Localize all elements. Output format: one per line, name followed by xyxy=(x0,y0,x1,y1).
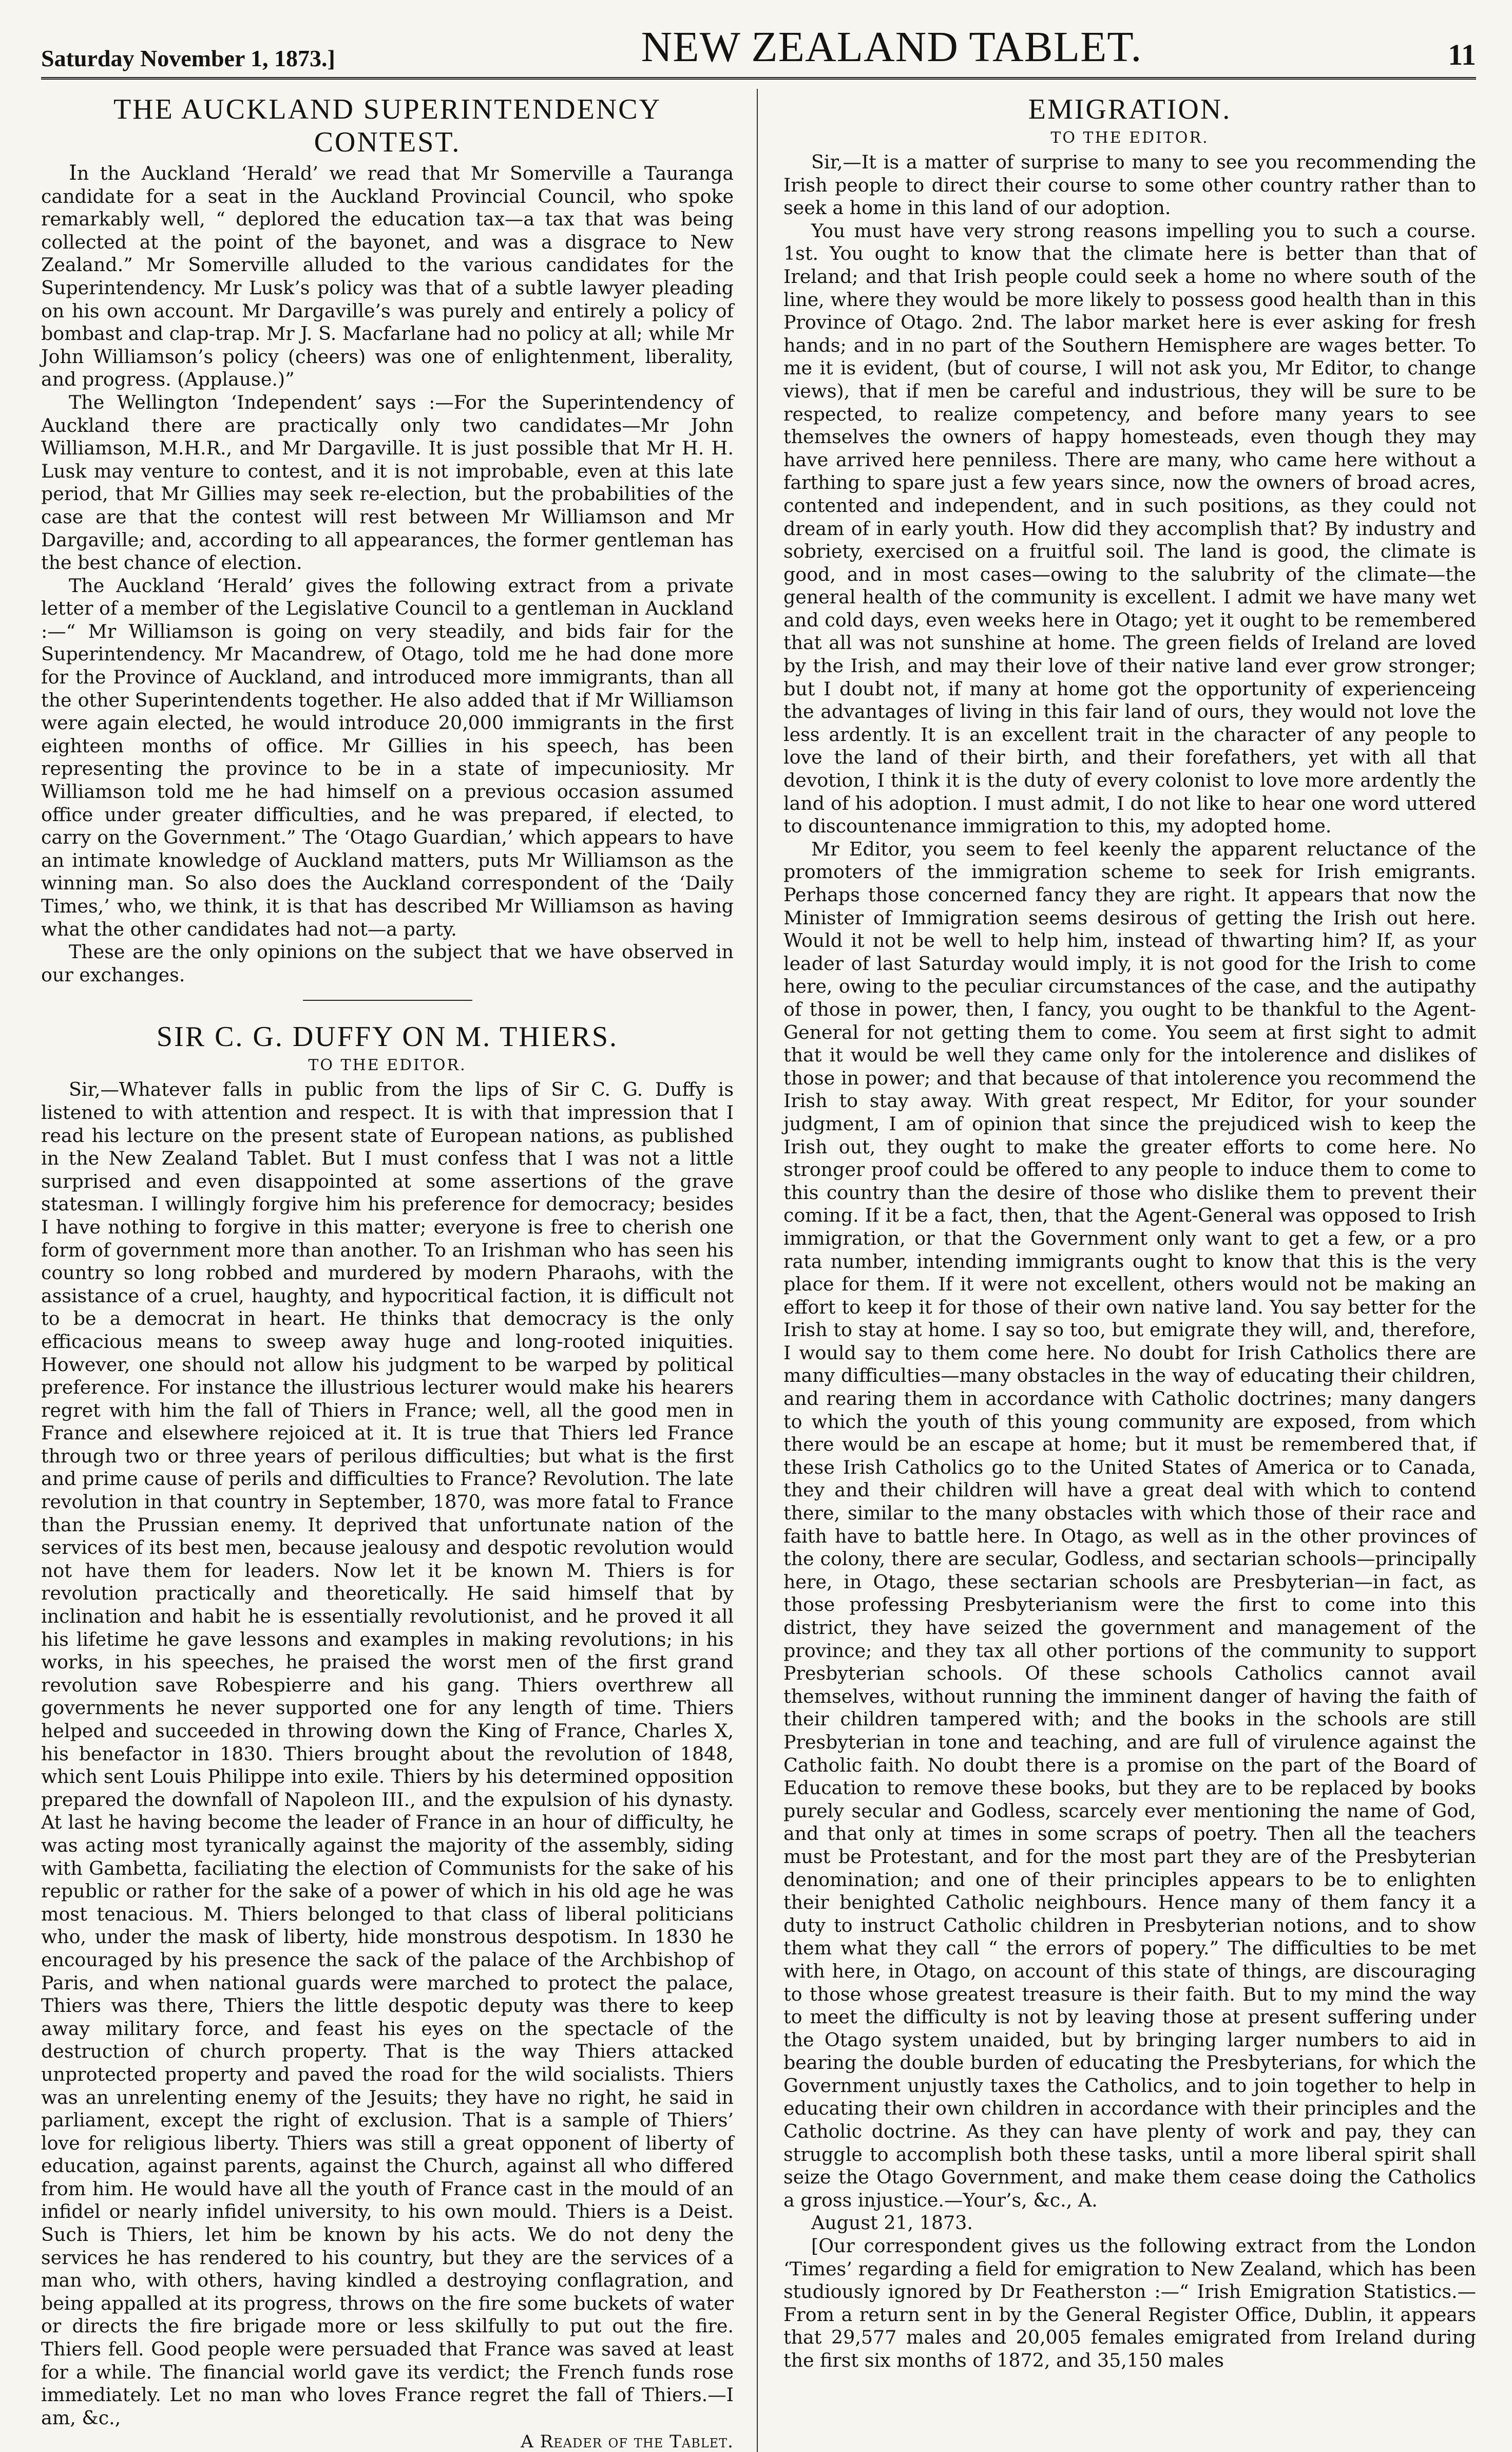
article-title: THE AUCKLAND SUPERINTENDENCY CONTEST. xyxy=(113,93,662,158)
article-paragraph: These are the only opinions on the subject that we have observed in our exchanges. xyxy=(41,941,734,986)
article-dateline: August 21, 1873. xyxy=(811,2212,973,2234)
right-column xyxy=(783,89,1476,2452)
newspaper-title: NEW ZEALAND TABLET. xyxy=(641,23,1142,71)
article-paragraph: [Our correspondent gives us the following extract from the London ‘Times’ regarding a field for emigration to New Zealand, which has been studiously ignored by Dr Featherston :—“ Irish Emigration Statistics.—From a return sent in by the General Register Office, Dublin, it appears that 29,577 males and 20,005 females emigrated from Ireland during the first six months of 1872, and 35,150 males xyxy=(783,2235,1476,2371)
article-paragraph: In the Auckland ‘Herald’ we read that Mr Somerville a Tauranga candidate for a seat in the Auckland Provincial Council, who spoke remarkably well, “ deplored the education tax—a tax that was being collected at the point of the bayonet, and was a disgrace to New Zealand.” Mr Somerville alluded to the various candidates for the Superintendency. Mr Lusk’s policy was that of a subtle lawyer pleading on his own account. Mr Dargaville’s was purely and entirely a policy of bombast and clap-trap. Mr J. S. Macfarlane had no policy at all; while Mr John Williamson’s policy (cheers) was one of enlightenment, liberality, and progress. (Applause.)” xyxy=(41,161,734,391)
page-number: 11 xyxy=(1448,38,1476,71)
left-column xyxy=(41,89,758,2452)
article-signature: A Reader of the Tablet. xyxy=(521,2431,734,2452)
section-divider xyxy=(303,1000,472,1001)
article-paragraph: Mr Editor, you seem to feel keenly the apparent reluctance of the promoters of the immigration scheme to seek for Irish emigrants. Perhaps those concerned fancy they are right. It appears that now the Minister of Immigration seems desirous of getting the Irish out here. Would it not be well to help him, instead of thwarting him? If, as your leader of last Saturday would imply, it is not good for the Irish to come here, owing to the peculiar circumstances of the case, and the autipathy of those in power, then, I fancy, you ought to be thankful to the Agent-General for not getting them to come. You seem at first sight to admit that it would be well they came only for the intolerence and dislikes of those in power; and that because of that intolerence you recommend the Irish to stay away. With great respect, Mr Editor, for your sounder judgment, I am of opinion that since the prejudiced wish to keep the Irish out, they ought to make the greater efforts to come here. No stronger proof could be offered to any people to induce them to come to this country than the desire of those who dislike them to prevent their coming. If it be a fact, then, that the Agent-General was opposed to Irish immigration, or that the Government only want to get a few, or a pro rata number, intending immigrants ought to know that this is the very place for them. If it were not excellent, others would not be making an effort to keep it for those of their own native land. You say better for the Irish to stay at home. I say so too, but emigrate they will, and, therefore, I would say to them come here. No doubt for Irish Catholics there are many difficulties—many obstacles in the way of educating their children, and rearing them in accordance with Catholic doctrines; many dangers to which the youth of this young community are exposed, from which there would be an escape at home; but it must be remembered that, if these Irish Catholics go to the United States of America or to Canada, they and their children will have a great deal with which to contend there, similar to the many obstacles with which those of their race and faith have to battle here. In Otago, as well as in the other provinces of the colony, there are secular, Godless, and sectarian schools—principally here, in Otago, these sectarian schools are Presbyterian—in fact, as those professing Presbyterianism were the first to come into this district, they have seized the government and management of the province; and they tax all other portions of the community to support Presbyterian schools. Of these schools Catholics cannot avail themselves, without running the imminent danger of having the faith of their children tampered with; and the books in the schools are still Presbyterian in tone and teaching, and are full of virulence against the Catholic faith. No doubt there is a promise on the part of the Board of Education to remove these books, but they are to be replaced by books purely secular and Godless, scarcely ever mentioning the name of God, and that only at times in some scraps of poetry. Then all the teachers must be Protestant, and for the most part they are of the Presbyterian denomination; and one of their principles appears to be to enlighten their benighted Catholic neighbours. Hence many of them fancy it a duty to instruct Catholic children in Presbyterian notions, and to show them what they call “ the errors of popery.” The difficulties to be met with here, in Otago, on account of this state of things, are discouraging to those whose greatest treasure is their faith. But to my mind the way to meet the difficulty is not by leaving those at present suffering under the Otago system unaided, but by bringing larger numbers to aid in bearing the double burden of educating the Presbyterians, for which the Government unjustly taxes the Catholics, and to join together to help in educating their own children in accordance with their principles and the Catholic doctrine. As they can have plenty of work and pay, they can struggle to accomplish both these tasks, until a more liberal spirit shall seize the Otago Government, and make them cease doing the Catholics a gross injustice.—Your’s, &c., A. xyxy=(783,838,1476,2211)
article-paragraph: The Auckland ‘Herald’ gives the following extract from a private letter of a member of the Legislative Council to a gentleman in Auckland :—“ Mr Williamson is going on very steadily, and bids fair for the Superintendency. Mr Macandrew, of Otago, told me he had done more for the Province of Auckland, and introduced more immigrants, than all the other Superintendents together. He also added that if Mr Williamson were again elected, he would introduce 20,000 immigrants in the first eighteen months of office. Mr Gillies in his speech, has been representing the province to be in a state of impecuniosity. Mr Williamson told me he had himself on a previous occasion assumed office under greater difficulties, and he was prepared, if elected, to carry on the Government.” The ‘Otago Guardian,’ which appears to have an intimate knowledge of Auckland matters, puts Mr Williamson as the winning man. So also does the Auckland correspondent of the ‘Daily Times,’ who, we think, it is that has described Mr Williamson as having what the other candidates had not—a party. xyxy=(41,574,734,940)
columns xyxy=(41,89,1476,2452)
article-emigration xyxy=(783,93,1476,2372)
article-duffy xyxy=(41,1020,734,2452)
article-subtitle: TO THE EDITOR. xyxy=(1050,129,1209,147)
article-auckland xyxy=(41,93,734,986)
article-title: EMIGRATION. xyxy=(1028,93,1232,125)
issue-date: Saturday November 1, 1873.] xyxy=(41,45,335,71)
article-title: SIR C. G. DUFFY ON M. THIERS. xyxy=(156,1021,619,1053)
article-paragraph: Sir,—Whatever falls in public from the lips of Sir C. G. Duffy is listened to with attention and respect. It is with that impression that I read his lecture on the present state of European nations, as published in the New Zealand Tablet. But I must confess that I was not a little surprised and even disappointed at some assertions of the grave statesman. I willingly forgive him his preference for democracy; besides I have nothing to forgive in this matter; everyone is free to cherish one form of government more than another. To an Irishman who has seen his country so long robbed and murdered by modern Pharaohs, with the assistance of a cruel, haughty, and hypocritical faction, it is difficult not to be a democrat in heart. He thinks that democracy is the only efficacious means to sweep away huge and long-rooted iniquities. However, one should not allow his judgment to be warped by political preference. For instance the illustrious lecturer would make his hearers regret with him the fall of Thiers in France; well, all the good men in France and elsewhere rejoiced at it. It is true that Thiers led France through two or three years of perilous difficulties; but what is the first and prime cause of perils and difficulties to France? Revolution. The late revolution in that country in September, 1870, was more fatal to France than the Prussian enemy. It deprived that unfortunate nation of the services of its best men, because jealousy and despotic revolution would not have them for leaders. Now let it be known M. Thiers is for revolution practically and theoretically. He said himself that by inclination and habit he is essentially revolutionist, and he proved it all his lifetime he gave lessons and examples in making revolutions; in his works, in his speeches, he praised the worst men of the first grand revolution save Robespierre and his gang. Thiers overthrew all governments he never supported one for any length of time. Thiers helped and succeeded in throwing down the King of France, Charles X, his benefactor in 1830. Thiers brought about the revolution of 1848, which sent Louis Philippe into exile. Thiers by his determined opposition prepared the downfall of Napoleon III., and the expulsion of his dynasty. At last he having become the leader of France in an hour of difficulty, he was acting most tyranically against the majority of the assembly, siding with Gambetta, faciliating the election of Communists for the sake of his republic or rather for the sake of a power of which in his old age he was most tenacious. M. Thiers belonged to that class of liberal politicians who, under the mask of liberty, hide monstrous despotism. In 1830 he encouraged by his presence the sack of the palace of the Archbishop of Paris, and when national guards were marched to protect the palace, Thiers was there, Thiers the little despotic deputy was there to keep away military force, and feast his eyes on the spectacle of the destruction of church property. That is the way Thiers attacked unprotected property and paved the road for the wild socialists. Thiers was an unrelenting enemy of the Jesuits; they have no right, he said in parliament, except the right of exclusion. That is a sample of Thiers’ love for religious liberty. Thiers was still a great opponent of liberty of education, against parents, against the Church, against all who differed from him. He would have all the youth of France cast in the mould of an infidel or nearly infidel university, to his own mould. Thiers is a Deist. Such is Thiers, let him be known by his acts. We do not deny the services he has rendered to his country, but they are the services of a man who, with others, having kindled a destroying conflagration, and being appalled at its progress, throws on the fire some buckets of water or directs the fire brigade more or less skilfully to put out the fire. Thiers fell. Good people were persuaded that France was saved at least for a while. The financial world gave its verdict; the French funds rose immediately. Let no man who loves France regret the fall of Thiers.—I am, &c., xyxy=(41,1078,734,2429)
article-paragraph: Sir,—It is a matter of surprise to many to see you recommending the Irish people to direct their course to some other country rather than to seek a home in this land of our adoption. xyxy=(783,151,1476,219)
article-subtitle: TO THE EDITOR. xyxy=(308,1056,467,1075)
article-paragraph: The Wellington ‘Independent’ says :—For the Superintendency of Auckland there are practically only two candidates—Mr John Williamson, M.H.R., and Mr Dargaville. It is just possible that Mr H. H. Lusk may venture to contest, and it is not improbable, even at this late period, that Mr Gillies may seek re-election, but the probabilities of the case are that the contest will rest between Mr Williamson and Mr Dargaville; and, according to all appearances, the former gentleman has the best chance of election. xyxy=(41,391,734,574)
article-paragraph: You must have very strong reasons impelling you to such a course. 1st. You ought to know that the climate here is better than that of Ireland; and that Irish people could seek a home no where south of the line, where they would be more likely to possess good health than in this Province of Otago. 2nd. The labor market here is ever asking for fresh hands; and in no part of the Southern Hemisphere are wages better. To me it is evident, (but of course, I will not ask you, Mr Editor, to change views), that if men be careful and industrious, they will be sure to be respected, to realize competency, and before many years to see themselves the owners of happy homesteads, even though they may have arrived here penniless. There are many, who came here without a farthing to spare just a few years since, now the owners of broad acres, contented and independent, and in such positions, as they could not dream of in early youth. How did they accomplish that? By industry and sobriety, exercised on a fruitful soil. The land is good, the climate is good, and in most cases—owing to the salubrity of the climate—the general health of the community is excellent. I admit we have many wet and cold days, even weeks here in Otago; yet it ought to be remembered that all was not sunshine at home. The green fields of Ireland are loved by the Irish, and may their love of their native land ever grow stronger; but I doubt not, if many at home got the opportunity of experienceing the advantages of living in this fair land of ours, they would not love the less ardently. It is an excellent trait in the character of any people to love the land of their birth, and their forefathers, yet with all that devotion, I think it is the duty of every colonist to love more ardently the land of his adoption. I must admit, I do not like to hear one word uttered to discountenance immigration to this, my adopted home. xyxy=(783,219,1476,838)
masthead xyxy=(41,21,1476,80)
